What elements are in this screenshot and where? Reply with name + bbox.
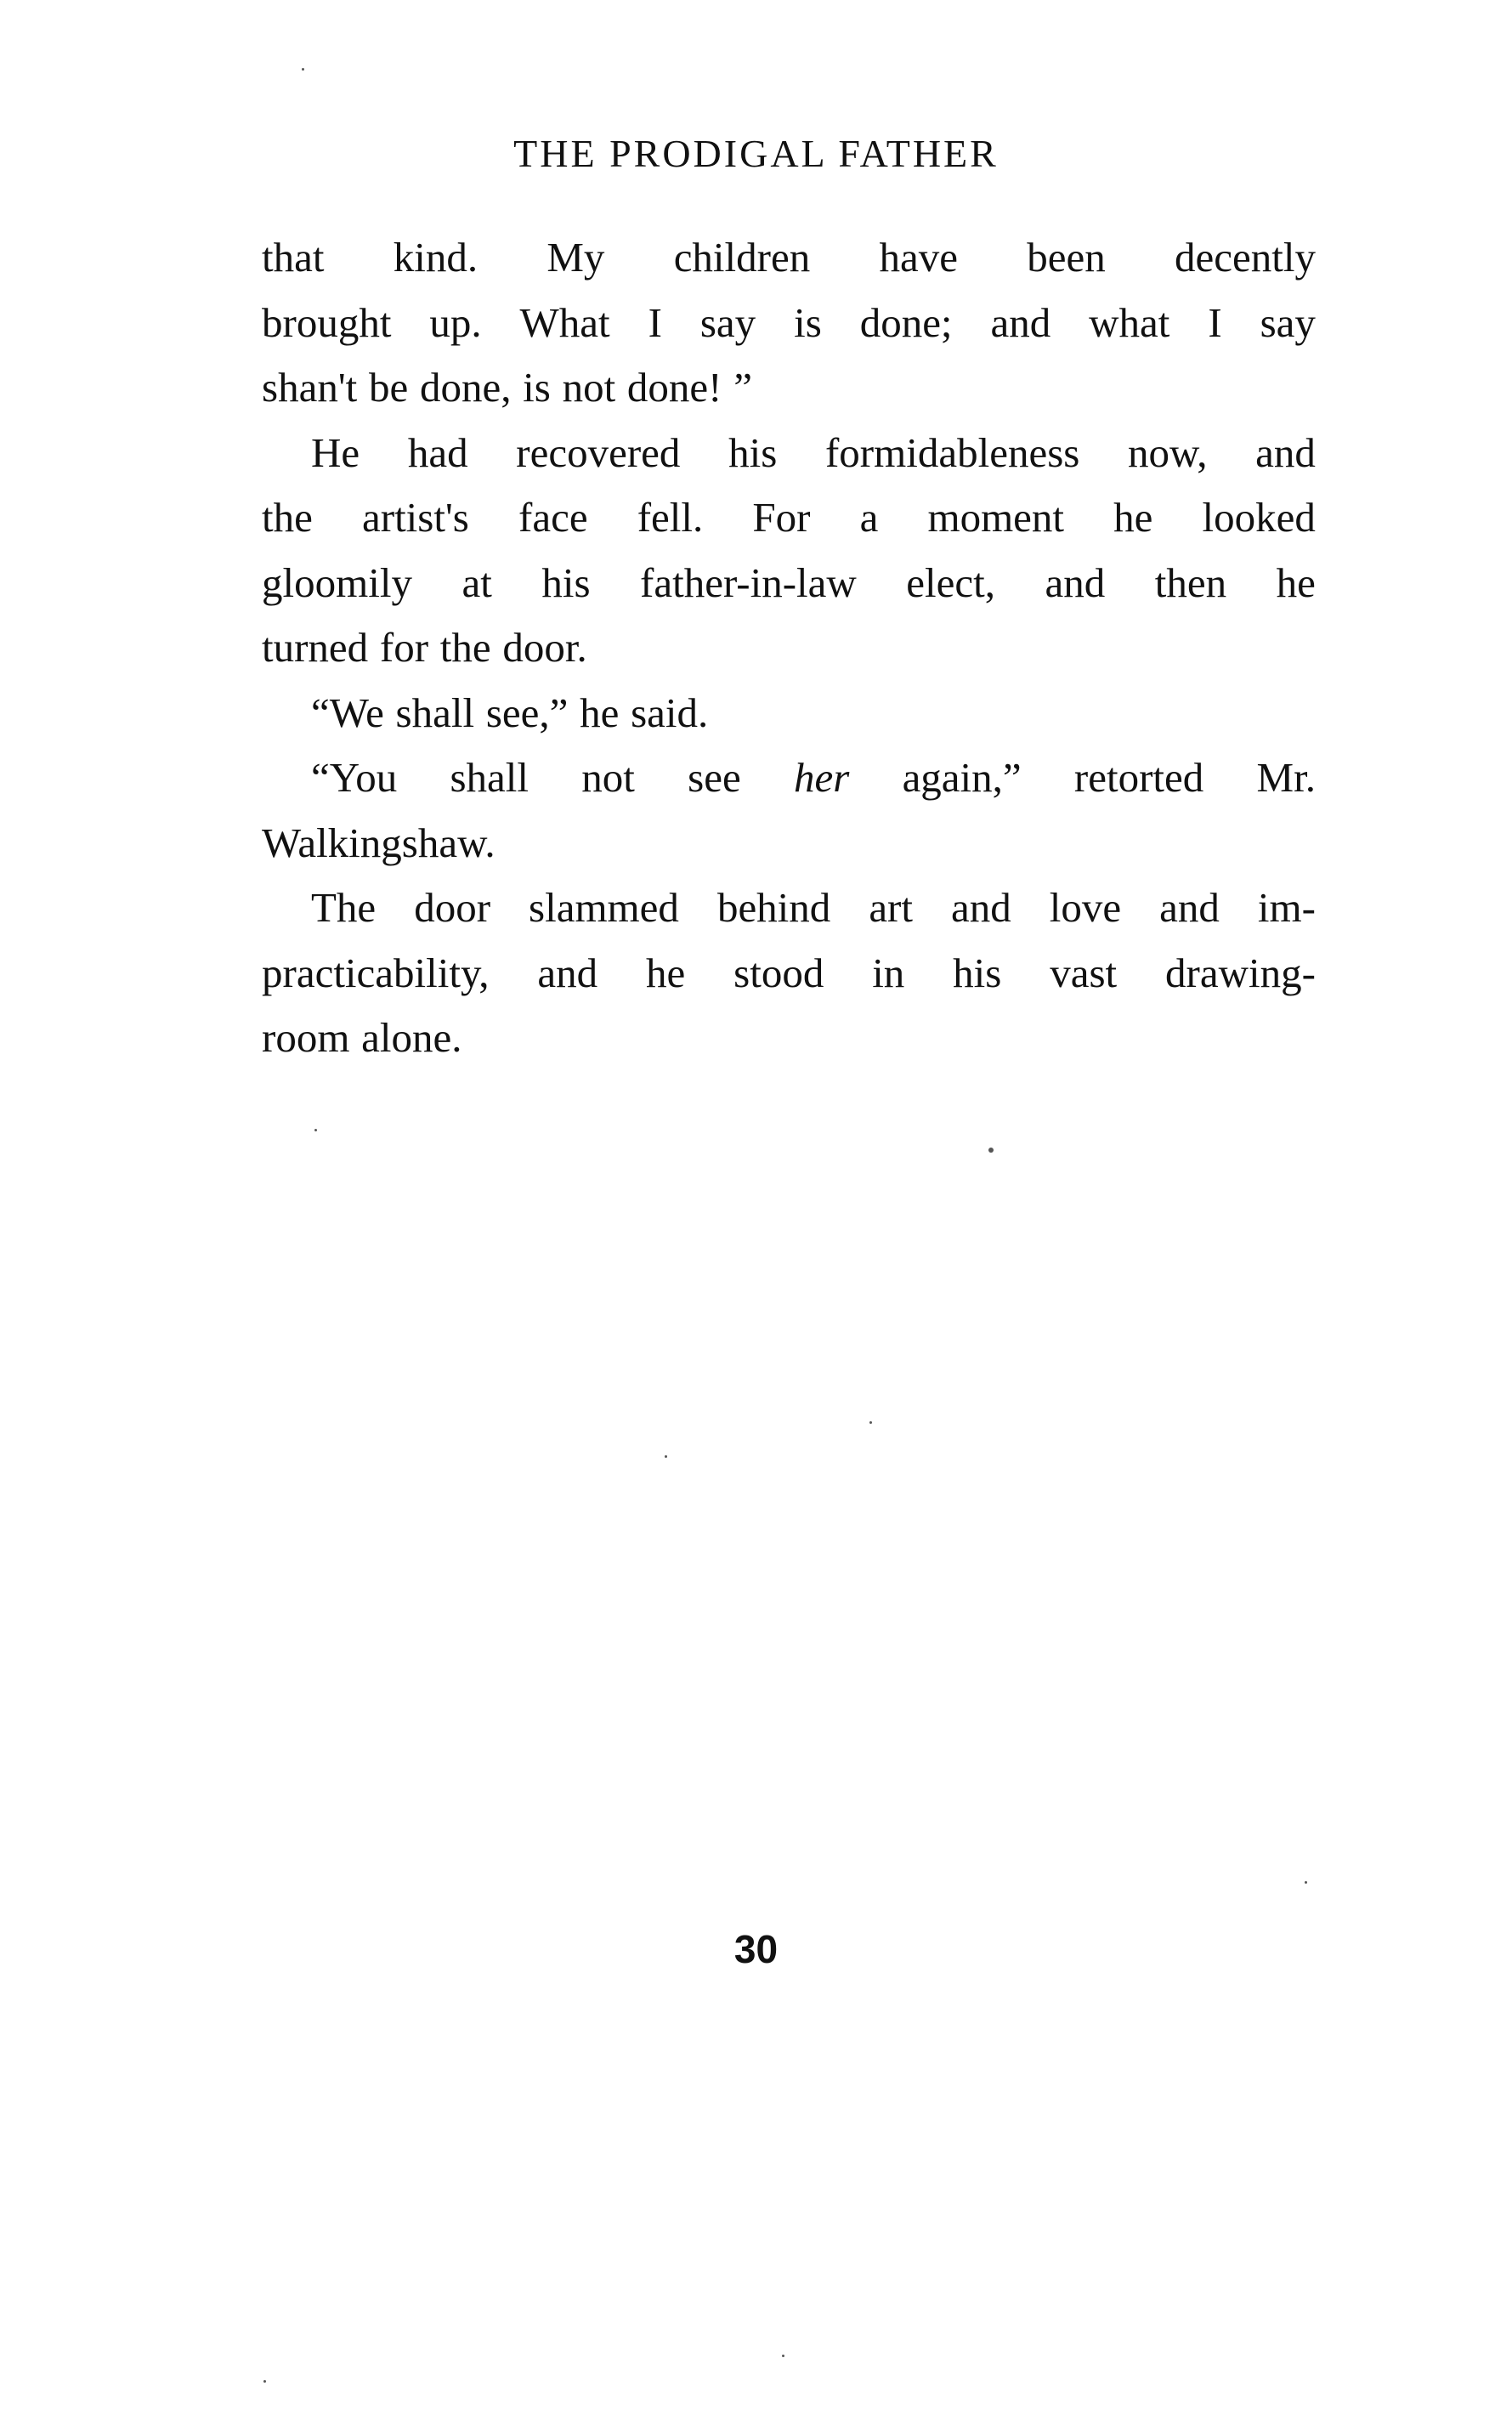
- word: I: [648, 298, 662, 346]
- word: shall: [395, 689, 475, 736]
- word: have: [879, 234, 958, 281]
- scan-speck: [314, 1129, 317, 1131]
- word: said.: [631, 689, 709, 736]
- text-line: [262, 811, 1316, 876]
- word: be: [368, 364, 409, 411]
- word: say: [1260, 298, 1316, 346]
- word: and: [1159, 884, 1220, 931]
- word: “We: [311, 689, 384, 736]
- word: the: [262, 494, 313, 541]
- scan-speck: [665, 1455, 667, 1458]
- word: vast: [1050, 949, 1118, 996]
- word: been: [1027, 234, 1106, 281]
- word: had: [407, 428, 468, 476]
- word: im-: [1257, 884, 1316, 931]
- running-head: THE PRODIGAL FATHER: [513, 132, 999, 175]
- word: “You: [311, 754, 398, 801]
- word: up.: [429, 298, 482, 346]
- word: is: [794, 298, 822, 346]
- word: For: [752, 494, 811, 541]
- word: What: [519, 298, 610, 346]
- word: room: [262, 1014, 350, 1061]
- word: behind: [716, 884, 831, 931]
- word: gloomily: [262, 558, 412, 606]
- word: his: [953, 949, 1002, 996]
- word: Mr.: [1256, 754, 1316, 801]
- word: fell.: [637, 494, 704, 541]
- word: done,: [419, 364, 512, 411]
- word: is: [523, 364, 551, 411]
- text-line: [262, 291, 1316, 356]
- word: father-in-law: [640, 558, 857, 606]
- word: moment: [927, 494, 1065, 541]
- word: he: [1113, 494, 1153, 541]
- word: and: [1045, 558, 1106, 606]
- word: practicability,: [262, 949, 490, 996]
- word: he: [1276, 558, 1316, 606]
- text-line: [262, 941, 1316, 1006]
- word: The: [311, 884, 377, 931]
- word: artist's: [362, 494, 469, 541]
- word: children: [673, 234, 811, 281]
- word: his: [541, 558, 591, 606]
- word: again,”: [902, 754, 1022, 801]
- text-line: [262, 745, 1316, 811]
- word: now,: [1128, 428, 1208, 476]
- word: ”: [733, 364, 752, 411]
- word: door: [414, 884, 491, 931]
- word: say: [699, 298, 756, 346]
- text-line: [262, 1006, 1316, 1071]
- text-line: [262, 485, 1316, 551]
- text-line: [262, 421, 1316, 486]
- word: drawing-: [1165, 949, 1316, 996]
- word: done!: [626, 364, 722, 411]
- word: for: [379, 624, 429, 671]
- text-line: [262, 615, 1316, 681]
- word: he: [646, 949, 686, 996]
- word: elect,: [906, 558, 996, 606]
- word: the: [439, 624, 491, 671]
- word: door.: [502, 624, 587, 671]
- text-line: [262, 551, 1316, 616]
- scan-speck: [869, 1421, 872, 1424]
- scan-speck: [1305, 1881, 1307, 1884]
- word: retorted: [1073, 754, 1204, 801]
- word: My: [546, 234, 605, 281]
- word: shan't: [262, 364, 358, 411]
- word: stood: [733, 949, 824, 996]
- word: art: [869, 884, 913, 931]
- word: not: [581, 754, 635, 801]
- text-line: [262, 681, 1316, 746]
- word: brought: [262, 298, 392, 346]
- word: and: [990, 298, 1051, 346]
- word: love: [1049, 884, 1122, 931]
- word: then: [1154, 558, 1227, 606]
- word: formidableness: [824, 428, 1080, 476]
- word: a: [859, 494, 879, 541]
- text-line: [262, 225, 1316, 291]
- word: face: [518, 494, 588, 541]
- word: turned: [262, 624, 369, 671]
- word: and: [951, 884, 1011, 931]
- word: slammed: [529, 884, 679, 931]
- text-line: [262, 355, 1316, 421]
- word: and: [537, 949, 598, 996]
- text-line: [262, 876, 1316, 941]
- word: at: [462, 558, 492, 606]
- word: her: [793, 754, 850, 801]
- word: shall: [450, 754, 529, 801]
- scan-speck: [302, 68, 304, 71]
- word: see,”: [485, 689, 569, 736]
- word: recovered: [516, 428, 681, 476]
- scan-speck: [782, 2355, 784, 2357]
- scan-speck: [263, 2380, 266, 2383]
- word: and: [1255, 428, 1316, 476]
- word: kind.: [393, 234, 479, 281]
- word: in: [872, 949, 905, 996]
- word: not: [562, 364, 616, 411]
- word: decently: [1174, 234, 1316, 281]
- word: alone.: [361, 1014, 462, 1061]
- word: done;: [859, 298, 953, 346]
- scan-speck: [988, 1148, 994, 1153]
- word: see: [688, 754, 741, 801]
- page-number: 30: [733, 1927, 779, 1971]
- word: looked: [1202, 494, 1316, 541]
- word: his: [728, 428, 778, 476]
- word: He: [311, 428, 360, 476]
- word: what: [1089, 298, 1170, 346]
- word: he: [580, 689, 620, 736]
- body-text: [262, 225, 1316, 1071]
- word: that: [262, 234, 325, 281]
- word: Walkingshaw.: [262, 819, 496, 866]
- word: I: [1208, 298, 1222, 346]
